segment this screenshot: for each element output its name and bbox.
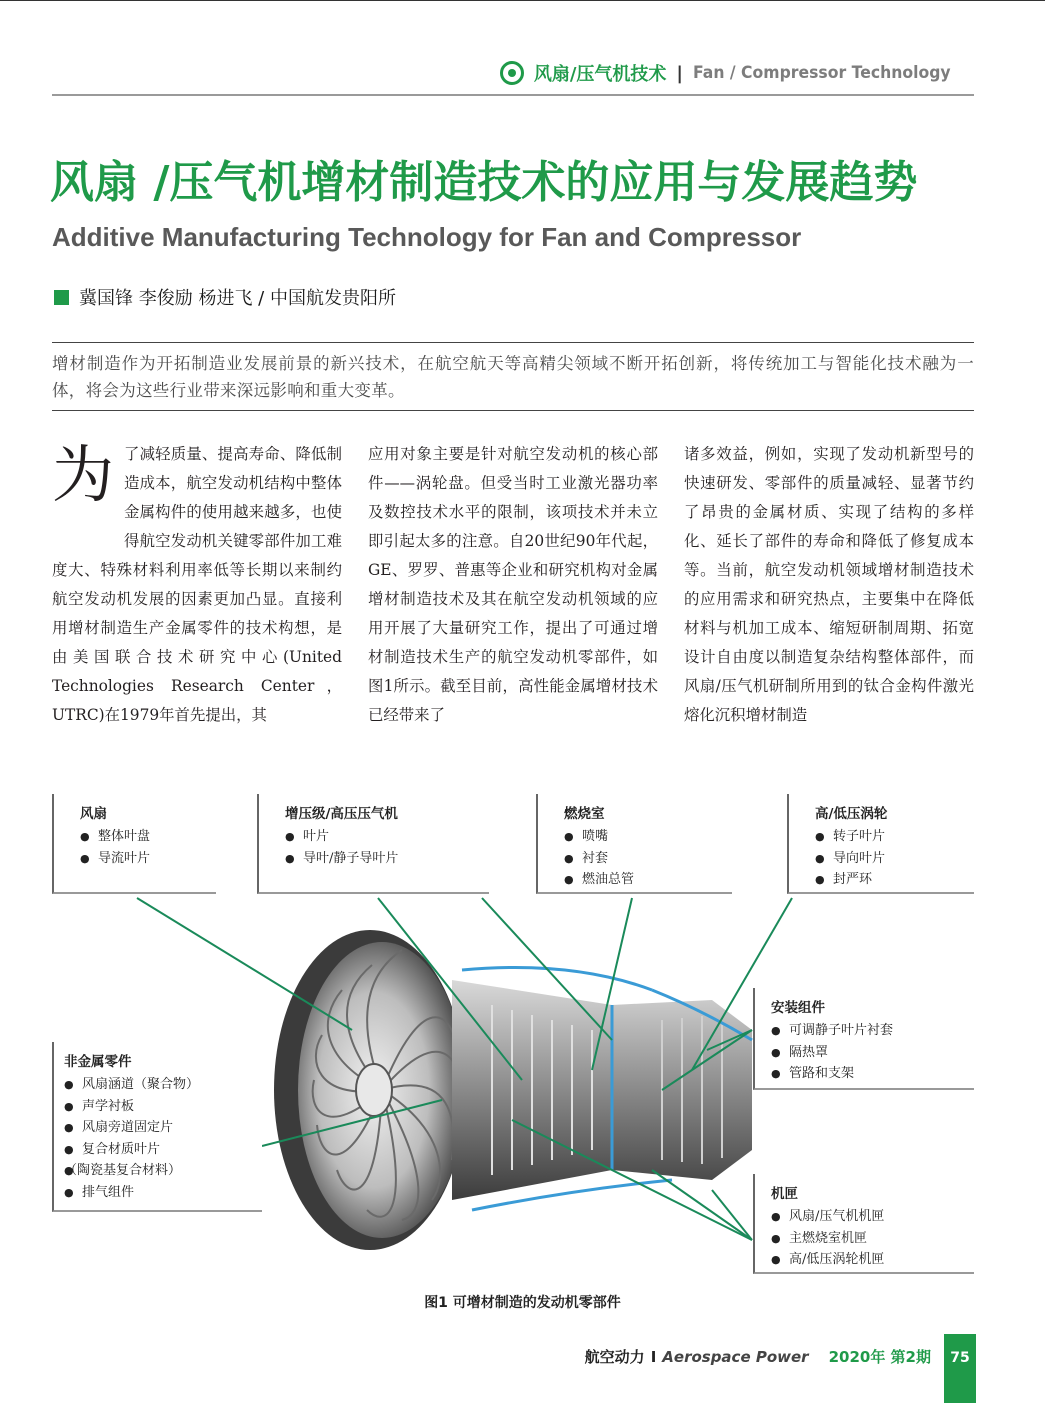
journal-logo-icon xyxy=(500,61,524,85)
callout-combustor-item: ● 喷嘴 xyxy=(564,826,722,848)
callout-fan-title: 风扇 xyxy=(80,806,107,822)
callout-combustor xyxy=(536,794,732,894)
body-column-3 xyxy=(684,440,974,730)
callout-combustor-item: ● 衬套 xyxy=(564,848,722,870)
running-header xyxy=(500,58,973,88)
spinner xyxy=(356,1064,392,1116)
callout-turbine xyxy=(787,794,974,894)
top-border xyxy=(0,0,1045,1)
abstract: 增材制造作为开拓制造业发展前景的新兴技术，在航空航天等高精尖领域不断开拓创新，将传统加工与智能化技术融为一体，将会为这些行业带来深远影响和重大变革。 xyxy=(52,354,974,400)
callout-casing-item: ● 风扇/压气机机匣 xyxy=(771,1206,964,1228)
abstract-rule-bottom xyxy=(52,410,974,411)
journal-name-en: Aerospace Power xyxy=(662,1347,809,1366)
callout-nonmetal-note: ● （陶瓷基复合材料） xyxy=(64,1160,252,1182)
column-3-text: 诸多效益，例如，实现了发动机新型号的快速研发、零部件的质量减轻、显著节约了昂贵的金属材质、实现了结构的多样化、延长了部件的寿命和降低了修复成本等。当前，航空发动机领域增材制造技术的应用需求和研究热点，主要集中在降低材料与机加工成本、缩短研制周期、拓宽设计自由度以制造复杂结构整体部件，而风扇/压气机研制所用到的钛合金构件激光熔化沉积增材制造 xyxy=(684,445,974,724)
callout-nonmetal xyxy=(52,1042,262,1212)
callout-mounting-item: ● 可调静子叶片衬套 xyxy=(771,1020,964,1042)
callout-compressor-item: ● 叶片 xyxy=(285,826,479,848)
body-column-1 xyxy=(52,440,342,730)
callout-mounting-item: ● 隔热罩 xyxy=(771,1042,964,1064)
callout-mounting xyxy=(753,988,974,1090)
callout-turbine-item: ● 转子叶片 xyxy=(815,826,964,848)
callout-mounting-title: 安装组件 xyxy=(771,1000,825,1016)
callout-compressor xyxy=(257,794,489,894)
figure-1 xyxy=(52,790,974,1280)
page-number-tab xyxy=(944,1334,976,1403)
header-separator: | xyxy=(676,62,683,84)
author-line xyxy=(54,284,396,310)
issue-label: 2020年 第2期 xyxy=(828,1348,931,1366)
drop-cap: 为 xyxy=(52,438,115,511)
callout-nonmetal-item: ● 复合材质叶片 xyxy=(64,1139,252,1161)
article-title: 风扇 /压气机增材制造技术的应用与发展趋势 xyxy=(50,157,918,208)
callout-compressor-item: ● 导叶/静子导叶片 xyxy=(285,848,479,870)
callout-nonmetal-title: 非金属零件 xyxy=(64,1054,132,1070)
callout-fan-item: ● 导流叶片 xyxy=(80,848,206,870)
authors: 冀国锋 李俊励 杨进飞 / 中国航发贵阳所 xyxy=(79,288,396,309)
callout-nonmetal-item: ● 排气组件 xyxy=(64,1182,252,1204)
callout-nonmetal-item: ● 风扇旁道固定片 xyxy=(64,1117,252,1139)
article-subtitle: Additive Manufacturing Technology for Fan and Compressor xyxy=(52,222,802,252)
callout-casing-title: 机匣 xyxy=(771,1186,798,1202)
callout-combustor-title: 燃烧室 xyxy=(564,806,605,822)
figure-caption: 图1 可增材制造的发动机零部件 xyxy=(424,1295,621,1311)
section-name-cn: 风扇/压气机技术 xyxy=(533,64,667,85)
journal-name-cn: 航空动力 xyxy=(584,1348,645,1366)
callout-casing-item: ● 主燃烧室机匣 xyxy=(771,1228,964,1250)
footer-separator: I xyxy=(650,1347,657,1366)
engine-core xyxy=(452,980,752,1200)
page-number: 75 xyxy=(950,1350,970,1366)
callout-nonmetal-item: ● 风扇涵道（聚合物） xyxy=(64,1074,252,1096)
callout-mounting-item: ● 管路和支架 xyxy=(771,1063,964,1085)
page-footer xyxy=(585,1346,931,1367)
body-column-2 xyxy=(368,440,658,730)
column-1-text: 了减轻质量、提高寿命、降低制造成本，航空发动机结构中整体金属构件的使用越来越多，也使得航空发动机关键零部件加工难度大、特殊材料利用率低等长期以来制约航空发动机发展的因素更加凸显。直接利用增材制造生产金属零件的技术构想，是由美国联合技术研究中心(United Technologies Research Center，UTRC)在1979年首先提出，其 xyxy=(52,445,342,724)
callout-combustor-item: ● 燃油总管 xyxy=(564,869,722,891)
callout-turbine-item: ● 导向叶片 xyxy=(815,848,964,870)
callout-nonmetal-item: ● 声学衬板 xyxy=(64,1096,252,1118)
callout-turbine-item: ● 封严环 xyxy=(815,869,964,891)
abstract-rule-top xyxy=(52,342,974,343)
author-bullet-icon xyxy=(54,290,69,305)
header-rule xyxy=(52,94,974,96)
callout-casing-item: ● 高/低压涡轮机匣 xyxy=(771,1249,964,1271)
callout-compressor-title: 增压级/高压压气机 xyxy=(285,806,398,822)
callout-turbine-title: 高/低压涡轮 xyxy=(815,806,888,822)
callout-casing xyxy=(753,1174,974,1274)
callout-fan-item: ● 整体叶盘 xyxy=(80,826,206,848)
section-name-en: Fan / Compressor Technology xyxy=(693,63,951,83)
callout-fan xyxy=(52,794,216,894)
column-2-text: 应用对象主要是针对航空发动机的核心部件——涡轮盘。但受当时工业激光器功率及数控技术水平的限制，该项技术并未立即引起太多的注意。自20世纪90年代起，GE、罗罗、普惠等企业和研究机构对金属增材制造技术及其在航空发动机领域的应用开展了大量研究工作，提出了可通过增材制造技术生产的航空发动机零部件，如图1所示。截至目前，高性能金属增材技术已经带来了 xyxy=(368,445,658,724)
